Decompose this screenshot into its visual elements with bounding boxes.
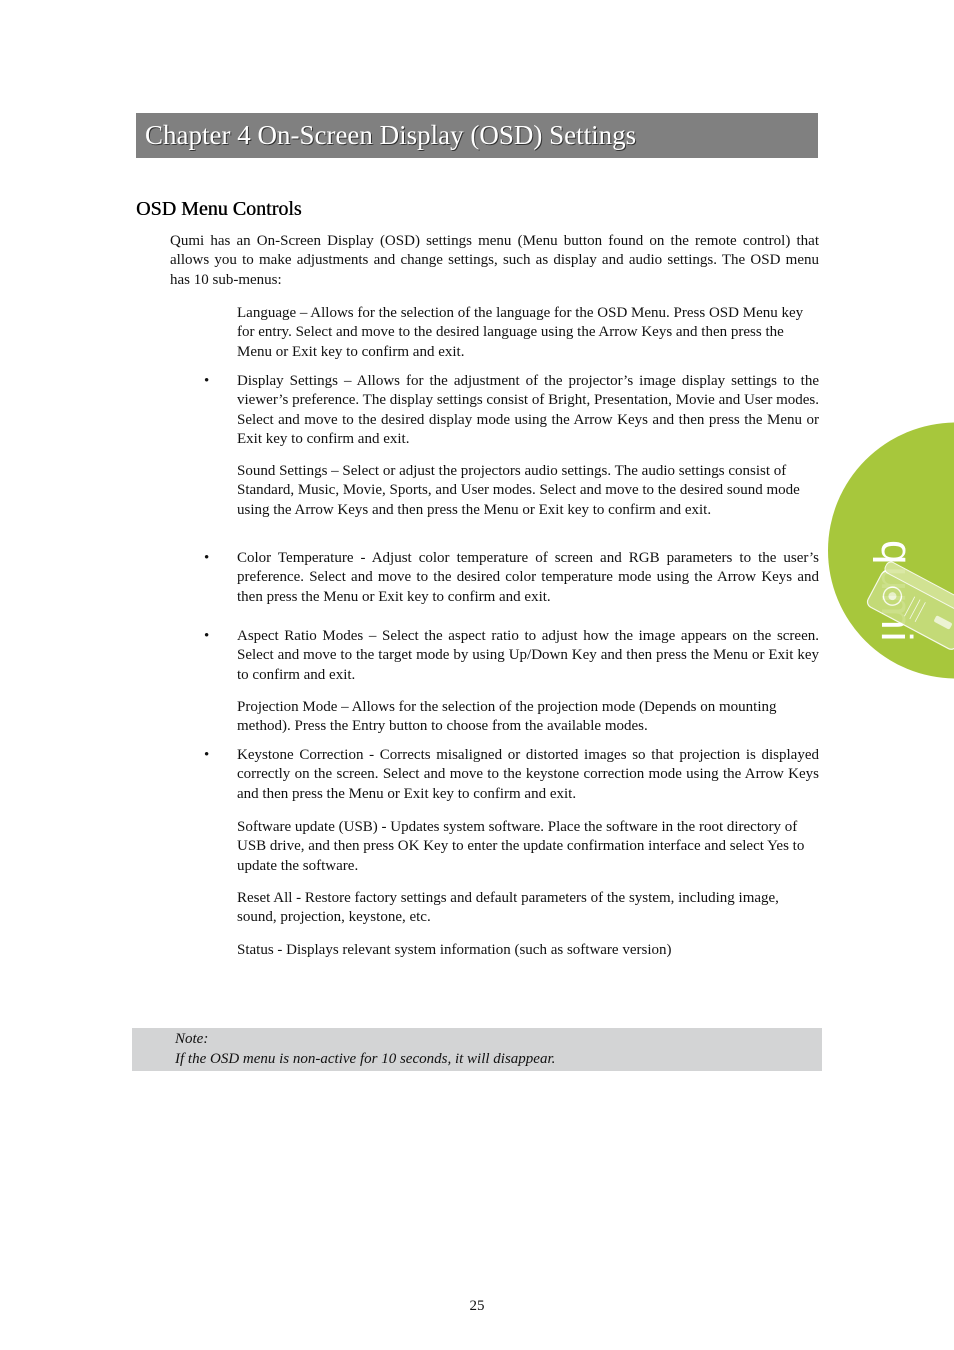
- menu-item-display-settings: Display Settings – Allows for the adjustment of the projector’s image display settings to the viewer’s preference. The display settings consist of Bright, Presentation, Movie and User modes. Select and move to the desired display mode using the Arrow Keys and then press the Menu or Exit key to confirm and exit.: [237, 373, 819, 448]
- bullet-marker: •: [204, 747, 210, 763]
- bullet-marker: •: [204, 628, 210, 644]
- menu-item-status: Status - Displays relevant system information (such as software version): [237, 942, 672, 958]
- menu-item-language: Language – Allows for the selection of the language for the OSD Menu. Press OSD Menu key for entry. Select and move to the desired language using the Arrow Keys and then press the Menu or Exit key to confirm and exit.: [237, 305, 804, 360]
- note-box: [132, 1028, 822, 1071]
- note-label: Note:: [175, 1031, 209, 1047]
- menu-item-reset-all: Reset All - Restore factory settings and default parameters of the system, including image, sound, projection, keystone, etc.: [237, 890, 779, 926]
- chapter-title: Chapter 4 On-Screen Display (OSD) Settings: [145, 120, 637, 150]
- bullet-marker: •: [204, 550, 210, 566]
- page-number: 25: [469, 1298, 485, 1314]
- section-title: OSD Menu Controls: [136, 198, 302, 220]
- menu-item-keystone-correction: Keystone Correction - Corrects misaligned or distorted images so that projection is displayed correctly on the screen. Select and move to the keystone correction mode using the Arrow Keys and then press the Menu or Exit key to confirm and exit.: [237, 747, 819, 802]
- intro-paragraph: Qumi has an On-Screen Display (OSD) settings menu (Menu button found on the remote control) that allows you to make adjustments and change settings, such as display and audio settings. The OSD menu has 10 sub-menus:: [170, 233, 819, 288]
- menu-item-software-update: Software update (USB) - Updates system software. Place the software in the root directory of USB drive, and then press OK Key to enter the update confirmation interface and select Yes to update the software.: [237, 819, 805, 874]
- qumi-brand-tab: [828, 422, 954, 679]
- bullet-marker: •: [204, 373, 210, 389]
- chapter-header-bar: [136, 113, 818, 158]
- menu-item-sound-settings: Sound Settings – Select or adjust the projectors audio settings. The audio settings consist of Standard, Music, Movie, Sports, and User modes. Select and move to the desired sound mode using the Arrow Keys and then press the Menu or Exit key to confirm and exit.: [237, 463, 800, 518]
- menu-item-aspect-ratio: Aspect Ratio Modes – Select the aspect ratio to adjust how the image appears on the screen. Select and move to the target mode by using Up/Down Key and then press the Menu or Exit key to confirm and exit.: [237, 628, 819, 683]
- qumi-logo: [828, 422, 954, 679]
- note-text: If the OSD menu is non-active for 10 seconds, it will disappear.: [175, 1051, 556, 1067]
- menu-item-projection-mode: Projection Mode – Allows for the selection of the projection mode (Depends on mounting method). Press the Entry button to choose from the available modes.: [237, 699, 777, 735]
- menu-item-color-temperature: Color Temperature - Adjust color temperature of screen and RGB parameters to the user’s preference. Select and move to the desired color temperature mode using the Arrow Keys and then press the Menu or Exit key to confirm and exit.: [237, 550, 819, 605]
